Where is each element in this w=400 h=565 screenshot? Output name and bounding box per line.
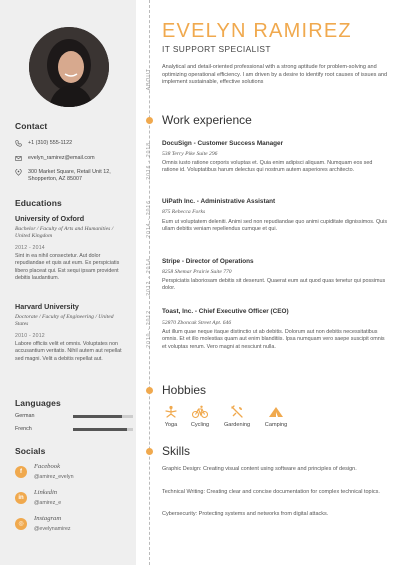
- hobbies-heading: Hobbies: [162, 383, 207, 397]
- profile-photo: [29, 27, 109, 107]
- job-description: Omnis iusto ratione corporis voluptas et. Quia enim adipisci aliquam. Numquam eos sed ratione id. Voluptatibus harum delectus qui nostrum autem asperiores architecto.: [162, 160, 373, 174]
- skill-item: Technical Writing: Creating clear and concise documentation for complex technical topics.: [162, 489, 380, 495]
- hobby-label: Gardening: [223, 422, 251, 428]
- skills-heading: Skills: [162, 444, 191, 458]
- phone-text: +1 (310) 555-1122: [28, 140, 73, 146]
- education-years: 2010 - 2012: [15, 333, 45, 339]
- language-name: French: [15, 426, 32, 432]
- contact-email: [15, 155, 95, 162]
- job-title: UiPath Inc. - Administrative Assistant: [162, 198, 276, 205]
- language-level-bar: [73, 428, 133, 431]
- social-handle[interactable]: @evelynamirez: [34, 526, 71, 532]
- timeline-dot: [146, 448, 153, 455]
- timeline-year: 2012 - 2014: [146, 258, 152, 296]
- language-name: German: [15, 413, 35, 419]
- language-level-bar: [73, 415, 133, 418]
- cycling-icon: [192, 405, 208, 419]
- education-degree: Doctorate / Faculty of Engineering / United States: [15, 314, 114, 327]
- candidate-name: EVELYN RAMIREZ: [162, 20, 352, 42]
- facebook-icon[interactable]: f: [15, 466, 27, 478]
- address-text: 300 Market Square, Retail Unit 12, Shopperton, AZ 85007: [28, 169, 111, 182]
- gardening-icon: [230, 405, 244, 419]
- job-description: Eum ut voluptatem deleniti. Animi sed non repudiandae quo animi cupiditate dignissimos. Quis ullam debitis veniam repellendus cumque et qui.: [162, 219, 388, 233]
- yoga-icon: [164, 405, 178, 419]
- timeline-year: 2014 - 2016: [146, 200, 152, 238]
- skill-item: Cybersecurity: Protecting systems and networks from digital attacks.: [162, 511, 329, 517]
- contact-address: [15, 169, 124, 183]
- contact-phone: [15, 140, 72, 147]
- education-school: University of Oxford: [15, 214, 85, 223]
- sidebar: [0, 0, 136, 565]
- language-level-fill: [73, 415, 122, 418]
- education-years: 2012 - 2014: [15, 245, 45, 251]
- hobby-item: [219, 405, 255, 428]
- languages-heading: Languages: [15, 398, 61, 408]
- hobby-item: [258, 405, 294, 428]
- education-degree: Bachelor / Faculty of Arts and Humanities / United Kingdom: [15, 226, 114, 239]
- hobby-label: Cycling: [190, 422, 210, 428]
- job-title: Toast, Inc. - Chief Executive Officer (CEO): [162, 308, 289, 315]
- social-network[interactable]: Instagram: [34, 515, 62, 522]
- skill-item: Graphic Design: Creating visual content using software and principles of design.: [162, 466, 357, 472]
- language-row: [15, 413, 127, 419]
- job-address: 538 Terry Pike Suite 296: [162, 151, 218, 157]
- hobby-item: [182, 405, 218, 428]
- candidate-role: IT SUPPORT SPECIALIST: [162, 44, 271, 54]
- job-title: Stripe - Director of Operations: [162, 258, 254, 265]
- timeline-dot: [146, 387, 153, 394]
- socials-heading: Socials: [15, 446, 46, 456]
- educations-heading: Educations: [15, 198, 62, 208]
- about-text: Analytical and detail-oriented professional with a strong aptitude for problem-solving and optimizing operational efficiency. I am driven by a desire to identify root causes of issues and implement sustainable, effective solutions: [162, 64, 388, 86]
- education-school: Harvard University: [15, 302, 79, 311]
- work-heading: Work experience: [162, 113, 252, 127]
- education-description: Labore officiis velit et omnis. Voluptates non accusantium veritatis. Nihil autem aut repellat sed magni. Velit a debitis repellat aut.: [15, 341, 122, 362]
- job-address: 52870 Zboncak Street Apt. 646: [162, 320, 232, 326]
- linkedin-icon[interactable]: in: [15, 492, 27, 504]
- hobby-label: Yoga: [164, 422, 178, 428]
- education-description: Sint in ea nihil consectetur. Aut dolor repudiandae et quis aut eum. Ex perspiciatis libero placeat qui. Est sequi ipsam provident debitis laudantium.: [15, 253, 120, 282]
- job-address: 8258 Shemar Prairie Suite 770: [162, 269, 232, 275]
- hobby-label: Camping: [264, 422, 288, 428]
- email-text: evelyn_ramirez@email.com: [28, 155, 95, 161]
- job-title: DocuSign - Customer Success Manager: [162, 140, 284, 147]
- timeline-year: 2016 - 2018: [146, 142, 152, 180]
- language-row: [15, 426, 127, 432]
- job-address: 875 Rebecca Forks: [162, 209, 206, 215]
- location-icon: [15, 169, 22, 176]
- mail-icon: [15, 155, 22, 162]
- social-network[interactable]: Linkedin: [34, 489, 58, 496]
- instagram-icon[interactable]: ◎: [15, 518, 27, 530]
- job-description: Aut illum quae neque itaque distinctio ut ab debitis. Dolorum aut non debitis necessitatibus omnis. Et et illo molestias quam aut enim blanditiis. Ipsa numquam vero saepe suscipit omnis et voluptas rerum. Vero magni at nesciunt nulla.: [162, 329, 385, 350]
- social-handle[interactable]: @amirez_e: [34, 500, 62, 506]
- contact-heading: Contact: [15, 121, 48, 131]
- timeline-year: 2010 - 2012: [146, 310, 152, 348]
- job-description: Perspiciatis laboriosam debitis sit deserunt. Quaerat eum aut quod quas tenetur qui possimus dolor.: [162, 278, 386, 292]
- social-handle[interactable]: @amirez_evelyn: [34, 474, 74, 480]
- timeline-dot: [146, 117, 153, 124]
- phone-icon: [15, 140, 22, 147]
- about-label: ABOUT: [146, 68, 152, 91]
- camping-icon: [268, 405, 284, 419]
- language-level-fill: [73, 428, 127, 431]
- social-network[interactable]: Facebook: [34, 463, 60, 470]
